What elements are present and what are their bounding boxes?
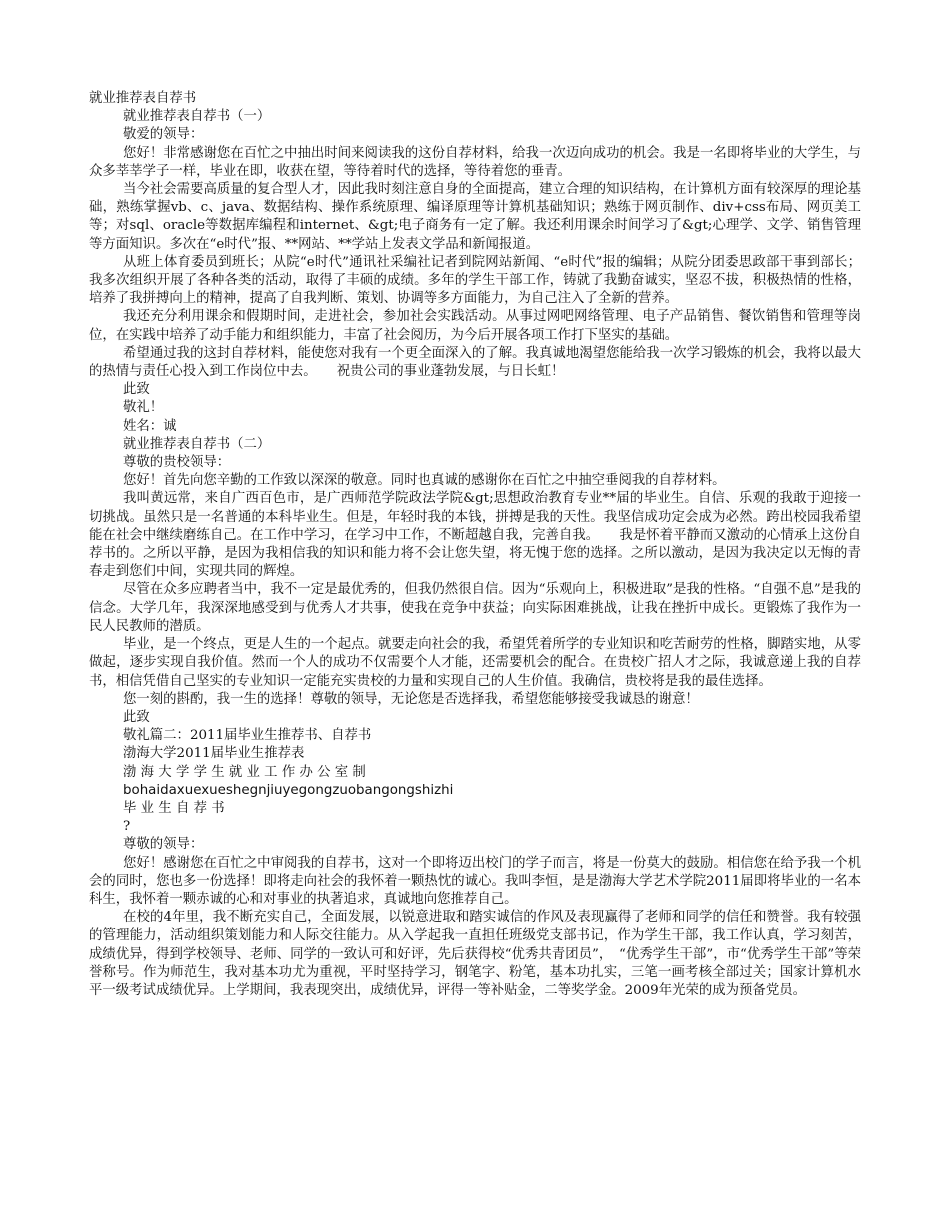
section-one-signature: 姓名：诚 (123, 418, 177, 434)
section-three-pinyin: bohaidaxuexueshegnjiuyegongzuobangongshizhi (123, 782, 454, 798)
section-three-issuer: 渤 海 大 学 学 生 就 业 工 作 办 公 室 制 (123, 764, 366, 780)
section-one-paragraph: 从班上体育委员到班长；从院“e时代”通讯社采编社记者到院网站新闻、“e时代”报的编辑；从院分团委思政部干事到部长；我多次组织开展了各种各类的活动，取得了丰硕的成绩。多年的学生干部工作，铸就了我勤奋诚实，坚忍不拔，积极热情的性格，培养了我拼搏向上的精神，提高了自我判断、策划、协调等多方面能力，为自己注入了全新的营养。 (89, 254, 861, 307)
document-title: 就业推荐表自荐书 (89, 91, 197, 106)
section-three-paragraph: 您好！感谢您在百忙之中审阅我的自荐书，这对一个即将迈出校门的学子而言，将是一份莫大的鼓励。相信您在给予我一个机会的同时，您也多一份选择！即将走向社会的我怀着一颗热忱的诚心。我叫李恒，是是渤海大学艺术学院2011届即将毕业的一名本科生，我怀着一颗赤诚的心和对事业的执著追求，真诚地向您推荐自己。 (89, 855, 861, 907)
section-three-subtitle: 毕 业 生 自 荐 书 (123, 800, 225, 816)
section-two-closing: 敬礼篇二：2011届毕业生推荐书、自荐书 (123, 728, 372, 744)
section-one-closing: 敬礼！ (123, 400, 164, 416)
document-page (89, 90, 861, 1000)
section-two-paragraph: 我叫黄远常，来自广西百色市，是广西师范学院政法学院&gt;思想政治教育专业**届的毕业生。自信、乐观的我敢于迎接一切挑战。虽然只是一名普通的本科毕业生。但是，年轻时我的本钱，拼搏是我的天性。我坚信成功定会成为必然。跨出校园我希望能在社会中继续磨练自己。在工作中学习，在学习中工作，不断超越自我，完善自我。 我是怀着平静而又激动的心情承上这份自荐书的。之所以平静，是因为我相信我的知识和能力将不会让您失望，将无愧于您的选择。之所以激动，是因为我决定以无悔的青春走到您们中间，实现共同的辉煌。 (89, 491, 861, 580)
section-two-paragraph: 毕业，是一个终点，更是人生的一个起点。就要走向社会的我，希望凭着所学的专业知识和吃苦耐劳的性格，脚踏实地，从零做起，逐步实现自我价值。然而一个人的成功不仅需要个人才能，还需要机会的配合。在贵校广招人才之际，我诚意递上我的自荐书，相信凭借自己坚实的专业知识一定能充实贵校的力量和实现自己的人生价值。我确信，贵校将是我的最佳选择。 (89, 637, 861, 689)
section-one-paragraph: 您好！非常感谢您在百忙之中抽出时间来阅读我的这份自荐材料，给我一次迈向成功的机会。我是一名即将毕业的大学生，与众多莘莘学子一样，毕业在即，收获在望，等待着时代的选择，等待着您的垂青。 (89, 145, 861, 179)
section-three-salutation: 尊敬的领导： (123, 837, 204, 853)
section-one-paragraph: 希望通过我的这封自荐材料，能使您对我有一个更全面深入的了解。我真诚地渴望您能给我一次学习锻炼的机会，我将以最大的热情与责任心投入到工作岗位中去。 祝贵公司的事业蓬勃发展，与日长虹！ (89, 345, 861, 380)
section-two-paragraph: 您好！首先向您辛勤的工作致以深深的敬意。同时也真诚的感谢你在百忙之中抽空垂阅我的自荐材料。 (123, 473, 726, 489)
section-one-paragraph: 我还充分利用课余和假期时间，走进社会，参加社会实践活动。从事过网吧网络管理、电子产品销售、餐饮销售和管理等岗位，在实践中培养了动手能力和组织能力，丰富了社会阅历，为今后开展各项工作打下坚实的基础。 (89, 309, 861, 343)
section-three-title: 渤海大学2011届毕业生推荐表 (123, 746, 305, 762)
section-two-salutation: 尊敬的贵校领导： (123, 455, 231, 471)
section-three-placeholder: ? (123, 819, 131, 835)
section-three-paragraph: 在校的4年里，我不断充实自己，全面发展，以锐意进取和踏实诚信的作风及表现赢得了老师和同学的信任和赞誉。我有较强的管理能力，活动组织策划能力和人际交往能力。从入学起我一直担任班级党支部书记，作为学生干部，我工作认真，学习刻苦，成绩优异，得到学校领导、老师、同学的一致认可和好评，先后获得校“优秀共青团员”， “优秀学生干部”，市“优秀学生干部”等荣誉称号。作为师范生，我对基本功尤为重视，平时坚持学习，钢笔字、粉笔，基本功扎实，三笔一画考核全部过关；国家计算机水平一级考试成绩优异。上学期间，我表现突出，成绩优异，评得一等补贴金，二等奖学金。2009年光荣的成为预备党员。 (89, 910, 861, 998)
section-two-paragraph: 您一刻的斟酌，我一生的选择！尊敬的领导，无论您是否选择我，希望您能够接受我诚恳的谢意！ (123, 691, 699, 707)
section-two-closing: 此致 (123, 709, 150, 725)
section-one-heading: 就业推荐表自荐书（一） (123, 109, 271, 125)
section-one-salutation: 敬爱的领导： (123, 127, 204, 143)
section-two-heading: 就业推荐表自荐书（二） (123, 436, 271, 452)
section-two-paragraph: 尽管在众多应聘者当中，我不一定是最优秀的，但我仍然很自信。因为“乐观向上，积极进取”是我的性格。“自强不息”是我的信念。大学几年，我深深地感受到与优秀人才共事，使我在竞争中获益；向实际困难挑战，让我在挫折中成长。更锻炼了我作为一民人民教师的潜质。 (89, 582, 861, 634)
section-one-closing: 此致 (123, 382, 150, 398)
section-one-paragraph: 当今社会需要高质量的复合型人才，因此我时刻注意自身的全面提高，建立合理的知识结构，在计算机方面有较深厚的理论基础，熟练掌握vb、c、java、数据结构、操作系统原理、编译原理等计算机基础知识；熟练于网页制作、div+css布局、网页美工等；对sql、oracle等数据库编程和internet、&gt;电子商务有一定了解。我还利用课余时间学习了&gt;心理学、文学、销售管理等方面知识。多次在“e时代”报、**网站、**学站上发表文学品和新闻报道。 (89, 182, 861, 252)
